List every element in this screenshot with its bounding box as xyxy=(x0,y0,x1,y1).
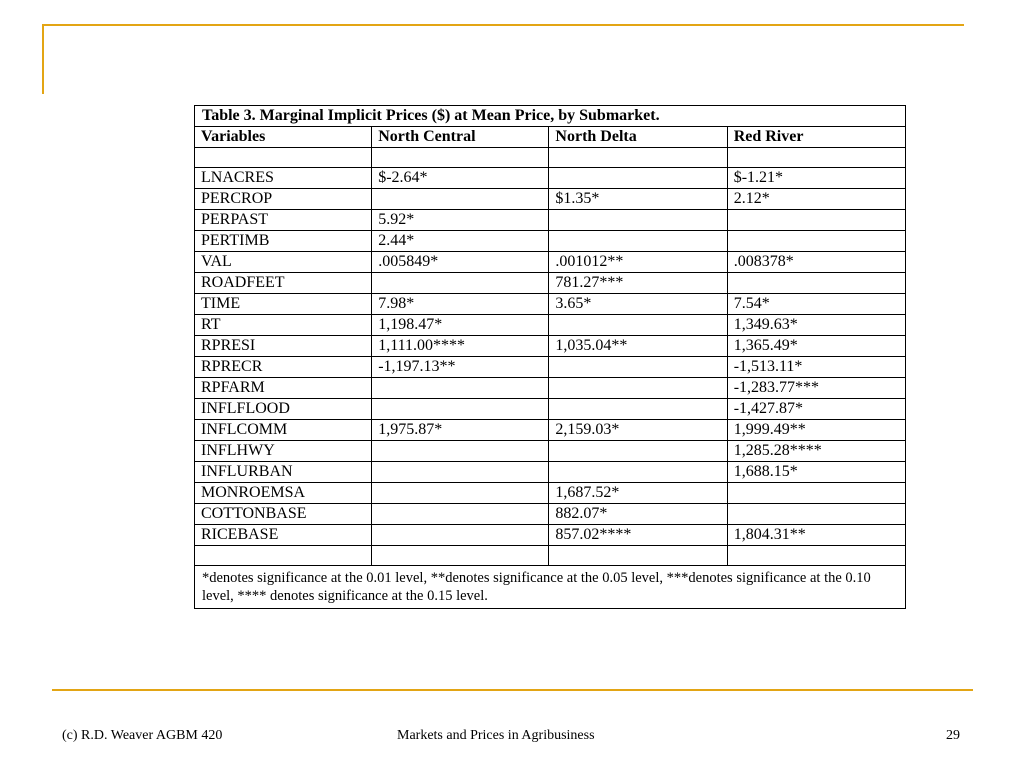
value-cell: 1,688.15* xyxy=(727,462,905,483)
value-cell xyxy=(372,273,549,294)
page-number: 29 xyxy=(946,728,960,743)
table-row xyxy=(195,231,906,252)
table-row xyxy=(195,148,906,168)
variable-name-cell: TIME xyxy=(195,294,372,315)
variable-name-cell: INFLURBAN xyxy=(195,462,372,483)
significance-note: *denotes significance at the 0.01 level, **denotes significance at the 0.05 level, ***denotes significance at the 0.10 level, **** denotes significance at the 0.15 level. xyxy=(195,566,906,609)
table-row xyxy=(195,378,906,399)
value-cell: -1,283.77*** xyxy=(727,378,905,399)
table-row xyxy=(195,441,906,462)
left-accent-line xyxy=(42,24,44,94)
variable-name-cell: RT xyxy=(195,315,372,336)
variable-name-cell: ROADFEET xyxy=(195,273,372,294)
table-row xyxy=(195,525,906,546)
variable-name-cell: RPRESI xyxy=(195,336,372,357)
footer-title: Markets and Prices in Agribusiness xyxy=(397,728,595,743)
table-caption-row xyxy=(195,106,906,127)
variable-name-cell: PERPAST xyxy=(195,210,372,231)
table-body xyxy=(195,148,906,566)
variable-name-cell xyxy=(195,546,372,566)
table-note-row xyxy=(195,566,906,609)
value-cell xyxy=(727,483,905,504)
header-north-central: North Central xyxy=(372,127,549,148)
value-cell: 1,999.49** xyxy=(727,420,905,441)
header-red-river: Red River xyxy=(727,127,905,148)
value-cell: 3.65* xyxy=(549,294,727,315)
value-cell xyxy=(549,399,727,420)
marginal-prices-table xyxy=(194,105,906,609)
value-cell xyxy=(727,273,905,294)
variable-name-cell: MONROEMSA xyxy=(195,483,372,504)
value-cell xyxy=(372,462,549,483)
value-cell: 2,159.03* xyxy=(549,420,727,441)
value-cell xyxy=(372,148,549,168)
value-cell: 1,349.63* xyxy=(727,315,905,336)
value-cell xyxy=(549,168,727,189)
table-row xyxy=(195,168,906,189)
header-north-delta: North Delta xyxy=(549,127,727,148)
value-cell xyxy=(372,504,549,525)
table-row xyxy=(195,462,906,483)
value-cell xyxy=(372,399,549,420)
value-cell xyxy=(549,148,727,168)
value-cell xyxy=(727,210,905,231)
table-row xyxy=(195,546,906,566)
value-cell: 857.02**** xyxy=(549,525,727,546)
table-row xyxy=(195,294,906,315)
value-cell xyxy=(549,210,727,231)
value-cell: 1,687.52* xyxy=(549,483,727,504)
table-row xyxy=(195,189,906,210)
value-cell xyxy=(549,378,727,399)
variable-name-cell: RPFARM xyxy=(195,378,372,399)
value-cell: 7.98* xyxy=(372,294,549,315)
value-cell xyxy=(549,231,727,252)
variable-name-cell: RICEBASE xyxy=(195,525,372,546)
variable-name-cell: PERTIMB xyxy=(195,231,372,252)
variable-name-cell: INFLFLOOD xyxy=(195,399,372,420)
top-accent-line xyxy=(42,24,964,26)
value-cell: 1,365.49* xyxy=(727,336,905,357)
bottom-accent-line xyxy=(52,689,973,691)
value-cell xyxy=(549,441,727,462)
table-header-row xyxy=(195,127,906,148)
value-cell xyxy=(372,546,549,566)
table-row xyxy=(195,357,906,378)
value-cell xyxy=(727,504,905,525)
value-cell xyxy=(372,378,549,399)
header-variables: Variables xyxy=(195,127,372,148)
value-cell: 781.27*** xyxy=(549,273,727,294)
table-row xyxy=(195,336,906,357)
table-row xyxy=(195,504,906,525)
value-cell: -1,427.87* xyxy=(727,399,905,420)
variable-name-cell xyxy=(195,148,372,168)
value-cell: 1,804.31** xyxy=(727,525,905,546)
value-cell: 5.92* xyxy=(372,210,549,231)
variable-name-cell: COTTONBASE xyxy=(195,504,372,525)
value-cell xyxy=(372,189,549,210)
variable-name-cell: LNACRES xyxy=(195,168,372,189)
value-cell: $1.35* xyxy=(549,189,727,210)
value-cell: 1,198.47* xyxy=(372,315,549,336)
value-cell xyxy=(549,315,727,336)
value-cell: 1,975.87* xyxy=(372,420,549,441)
value-cell xyxy=(549,546,727,566)
variable-name-cell: PERCROP xyxy=(195,189,372,210)
table-row xyxy=(195,420,906,441)
price-table-container xyxy=(194,105,906,609)
value-cell: .008378* xyxy=(727,252,905,273)
table-row xyxy=(195,315,906,336)
variable-name-cell: INFLHWY xyxy=(195,441,372,462)
value-cell: $-1.21* xyxy=(727,168,905,189)
variable-name-cell: INFLCOMM xyxy=(195,420,372,441)
value-cell xyxy=(549,357,727,378)
value-cell: 2.44* xyxy=(372,231,549,252)
value-cell xyxy=(372,441,549,462)
value-cell: .001012** xyxy=(549,252,727,273)
value-cell: $-2.64* xyxy=(372,168,549,189)
value-cell: 7.54* xyxy=(727,294,905,315)
value-cell xyxy=(549,462,727,483)
value-cell: 882.07* xyxy=(549,504,727,525)
variable-name-cell: RPRECR xyxy=(195,357,372,378)
table-row xyxy=(195,273,906,294)
table-row xyxy=(195,399,906,420)
value-cell xyxy=(727,546,905,566)
footer-course: (c) R.D. Weaver AGBM 420 xyxy=(62,728,223,743)
value-cell xyxy=(372,483,549,504)
value-cell xyxy=(727,231,905,252)
value-cell: 2.12* xyxy=(727,189,905,210)
value-cell: .005849* xyxy=(372,252,549,273)
value-cell: 1,111.00**** xyxy=(372,336,549,357)
value-cell xyxy=(727,148,905,168)
table-row xyxy=(195,210,906,231)
value-cell: -1,513.11* xyxy=(727,357,905,378)
value-cell: 1,035.04** xyxy=(549,336,727,357)
table-caption: Table 3. Marginal Implicit Prices ($) at Mean Price, by Submarket. xyxy=(195,106,906,127)
table-row xyxy=(195,252,906,273)
table-row xyxy=(195,483,906,504)
value-cell xyxy=(372,525,549,546)
value-cell: -1,197.13** xyxy=(372,357,549,378)
variable-name-cell: VAL xyxy=(195,252,372,273)
value-cell: 1,285.28**** xyxy=(727,441,905,462)
